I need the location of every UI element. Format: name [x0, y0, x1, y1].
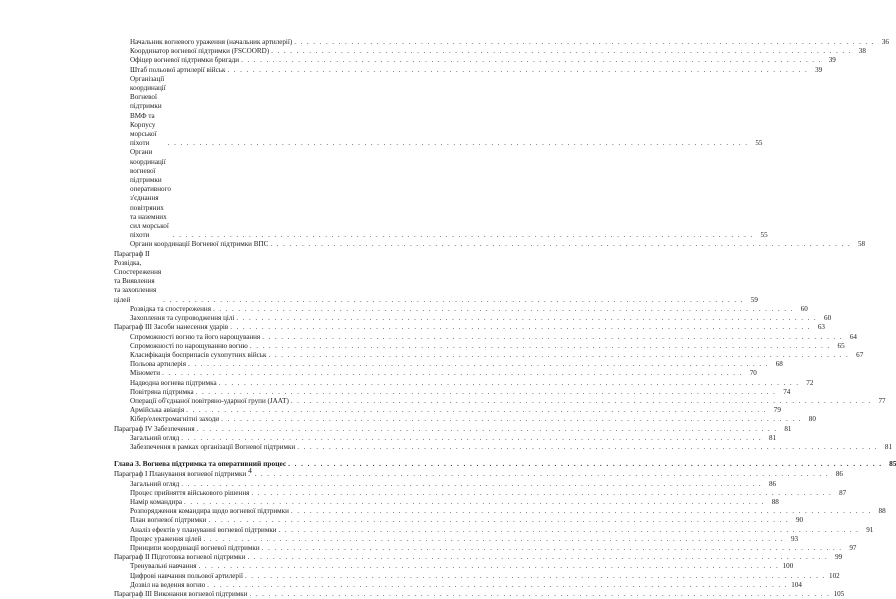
dot-leader — [251, 489, 832, 498]
toc-entry-page: 104 — [791, 580, 802, 589]
toc-entry-title: Параграф I Планування вогневої підтримки — [114, 470, 247, 479]
toc-entry[interactable] — [114, 360, 783, 369]
toc-entry[interactable] — [114, 369, 757, 378]
toc-entry-page: 58 — [857, 240, 866, 249]
dot-leader — [271, 47, 852, 56]
toc-entry[interactable] — [114, 415, 816, 424]
dot-leader — [162, 369, 743, 378]
dot-leader — [227, 66, 808, 75]
toc-section[interactable] — [114, 424, 792, 434]
toc-entry[interactable] — [114, 571, 840, 581]
toc-entry[interactable] — [114, 304, 808, 314]
toc-entry-title: Органи координації вогневої підтримки оперативного з'єднання повітряних та наземних сил морської піхоти — [130, 148, 171, 240]
toc-entry-title: Параграф III Засоби нанесення ударів — [114, 323, 229, 332]
table-of-contents — [114, 38, 896, 599]
toc-entry[interactable] — [114, 47, 866, 56]
dot-leader — [197, 425, 778, 434]
toc-entry-page: 99 — [835, 553, 843, 562]
toc-entry[interactable] — [114, 341, 845, 351]
toc-entry[interactable] — [114, 148, 768, 240]
toc-entry[interactable] — [114, 497, 779, 507]
dot-leader — [184, 498, 765, 507]
toc-entry[interactable] — [114, 488, 847, 498]
toc-entry-page: 60 — [800, 304, 808, 313]
toc-entry-page: 77 — [878, 396, 886, 405]
toc-entry-page: 88 — [771, 497, 779, 506]
toc-entry[interactable] — [114, 332, 857, 342]
toc-entry[interactable] — [114, 442, 892, 452]
dot-leader — [196, 388, 777, 397]
toc-entry[interactable] — [114, 350, 864, 360]
toc-entry-title: Організації координації Вогневої підтримки ВМФ та Корпусу морської піхоти — [130, 74, 166, 148]
toc-entry-title: Параграф II Розвідка, Спостереження та Виявлення та захоплення цілей — [114, 249, 162, 304]
dot-leader — [270, 240, 851, 249]
toc-entry-page: 93 — [791, 534, 799, 543]
toc-entry[interactable] — [114, 65, 823, 75]
dot-leader — [188, 360, 769, 369]
toc-entry-page: 55 — [755, 139, 763, 148]
toc-entry-title: Принципи координації вогневої підтримки — [130, 543, 260, 552]
toc-entry[interactable] — [114, 396, 886, 406]
toc-entry-page: 55 — [760, 231, 768, 240]
toc-entry-title: Органи координації Вогневої підтримки ВПС — [130, 240, 269, 249]
toc-entry-page: 39 — [815, 65, 823, 74]
dot-leader — [219, 379, 800, 388]
toc-entry[interactable] — [114, 525, 874, 535]
toc-entry-title: Процес прийняття військового рішення — [130, 488, 250, 497]
dot-leader — [241, 56, 822, 65]
toc-entry-title: Забезпечення в рамках організації Вогневої підтримки — [130, 442, 296, 451]
toc-entry-title: Класифікація боєприпасів сухопутних військ — [130, 350, 267, 359]
toc-entry-page: 59 — [750, 295, 758, 304]
toc-entry-title: Цифрові навчання польової артилерії — [130, 571, 243, 580]
toc-entry-page: 68 — [775, 360, 783, 369]
toc-entry-page: 81 — [884, 442, 892, 451]
dot-leader — [207, 581, 788, 590]
dot-leader — [250, 342, 831, 351]
toc-entry-title: Польова артилерія — [130, 360, 187, 369]
toc-entry-title: Параграф IV Забезпечення — [114, 424, 195, 433]
toc-entry[interactable] — [114, 74, 763, 149]
toc-entry[interactable] — [114, 56, 836, 65]
toc-entry[interactable] — [114, 38, 889, 47]
toc-entry[interactable] — [114, 314, 832, 323]
toc-entry-page: 70 — [749, 369, 757, 378]
toc-entry-page: 64 — [849, 332, 857, 341]
toc-entry-page: 80 — [808, 415, 816, 424]
dot-leader — [213, 305, 794, 314]
toc-entry-title: Надводна вогнева підтримка — [130, 378, 217, 387]
toc-entry-title: Намір командира — [130, 497, 183, 506]
toc-entry[interactable] — [114, 543, 857, 553]
dot-leader — [163, 296, 744, 305]
toc-entry-title: Спроможності по нарощуванню вогню — [130, 341, 248, 350]
dot-leader — [249, 590, 830, 599]
dot-leader — [291, 507, 872, 516]
toc-entry-page: 105 — [833, 589, 845, 598]
toc-entry-page: 100 — [782, 562, 794, 571]
dot-leader — [181, 480, 762, 489]
toc-entry-title: Дозвіл на ведення вогню — [130, 580, 206, 589]
dot-leader — [186, 406, 767, 415]
toc-entry-page: 60 — [824, 314, 832, 323]
toc-entry[interactable] — [114, 479, 777, 489]
toc-entry-title: Офіцер вогневої підтримки бригади — [130, 56, 240, 65]
dot-leader — [279, 526, 860, 535]
toc-entry-page: 81 — [784, 424, 792, 433]
toc-entry-title: Повітряна підтримка — [130, 387, 194, 396]
toc-entry-title: Глава 3. Вогнева підтримка та оперативний процес — [114, 459, 287, 469]
toc-entry-page: 65 — [837, 341, 845, 350]
toc-entry-page: 86 — [835, 470, 843, 479]
toc-entry-page: 67 — [856, 350, 864, 359]
toc-entry[interactable] — [114, 433, 777, 443]
toc-entry-page: 88 — [878, 507, 886, 516]
toc-entry-title: Захоплення та супроводження цілі — [130, 314, 235, 323]
dot-leader — [236, 314, 817, 323]
dot-leader — [268, 351, 849, 360]
toc-entry[interactable] — [114, 507, 886, 516]
toc-entry-page: 74 — [783, 387, 791, 396]
dot-leader — [198, 562, 779, 571]
dot-leader — [173, 231, 754, 240]
toc-entry-title: Спроможності вогню та його нарощування — [130, 332, 261, 341]
toc-section[interactable] — [114, 323, 825, 332]
toc-entry-page: 36 — [881, 38, 889, 46]
dot-leader — [203, 535, 784, 544]
toc-entry-title: Загальний огляд — [130, 433, 180, 442]
toc-entry-title: Процес ураження цілей — [130, 534, 202, 543]
toc-entry-page: 63 — [817, 323, 825, 332]
toc-entry[interactable] — [114, 240, 866, 249]
toc-entry-page: 38 — [858, 47, 866, 56]
toc-section[interactable] — [114, 249, 758, 305]
toc-entry-page: 86 — [768, 479, 777, 488]
dot-leader — [294, 38, 875, 47]
toc-entry-title: Параграф III Виконання вогневої підтримки — [114, 589, 248, 598]
toc-entry-title: Операції об'єднаної повітряно-ударної групи (JAAT) — [130, 396, 289, 405]
toc-entry-title: Міномети — [130, 369, 161, 378]
toc-entry-page: 72 — [806, 378, 814, 387]
toc-entry-title: Кібер/електромагнітні заходи — [130, 415, 220, 424]
toc-entry-title: Начальник вогневого ураження (начальник артилерії) — [130, 38, 293, 46]
toc-entry-title: Розпорядження командира щодо вогневої підтримки — [130, 507, 289, 516]
toc-entry-page: 79 — [773, 406, 781, 415]
toc-entry-title: Загальний огляд — [130, 479, 180, 488]
toc-entry-page: 87 — [839, 488, 847, 497]
toc-entry-page: 39 — [828, 56, 836, 65]
toc-entry-page: 102 — [829, 571, 840, 580]
dot-leader — [230, 323, 811, 332]
dot-leader — [247, 553, 828, 562]
toc-entry-title: Параграф II Підготовка вогневої підтримки — [114, 553, 246, 562]
dot-leader — [262, 333, 843, 342]
toc-entry-title: План вогневої підтримки — [130, 516, 207, 525]
page-number: 4 — [248, 466, 252, 475]
toc-entry-title: Розвідка та спостереження — [130, 304, 211, 313]
toc-entry-title: Штаб польової артилерії військ — [130, 65, 226, 74]
toc-entry[interactable] — [114, 562, 794, 571]
dot-leader — [181, 434, 762, 443]
toc-entry-page: 91 — [866, 525, 874, 534]
toc-entry-title: Армійська авіація — [130, 406, 185, 415]
dot-leader — [297, 443, 878, 452]
toc-entry[interactable] — [114, 387, 791, 397]
toc-entry[interactable] — [114, 516, 804, 525]
toc-entry-title: Тренувальні навчання — [130, 562, 197, 571]
dot-leader — [245, 572, 826, 581]
toc-entry-page: 85 — [889, 459, 896, 469]
toc-entry-title: Аналіз ефектів у плануванні вогневої підтримки — [130, 525, 277, 534]
dot-leader — [291, 397, 872, 406]
toc-entry[interactable] — [114, 580, 802, 590]
toc-entry[interactable] — [114, 378, 814, 388]
dot-leader — [262, 544, 843, 553]
dot-leader — [168, 139, 749, 148]
toc-section[interactable] — [114, 589, 845, 599]
toc-entry[interactable] — [114, 534, 799, 544]
dot-leader — [208, 516, 789, 525]
toc-section[interactable] — [114, 553, 843, 562]
toc-entry-title: Координатор вогневої підтримки (FSCOORD) — [130, 47, 270, 56]
toc-entry-page: 97 — [849, 543, 857, 552]
toc-entry-page: 81 — [768, 433, 777, 442]
dot-leader — [221, 415, 802, 424]
toc-entry[interactable] — [114, 406, 781, 415]
toc-entry-page: 90 — [795, 516, 804, 525]
